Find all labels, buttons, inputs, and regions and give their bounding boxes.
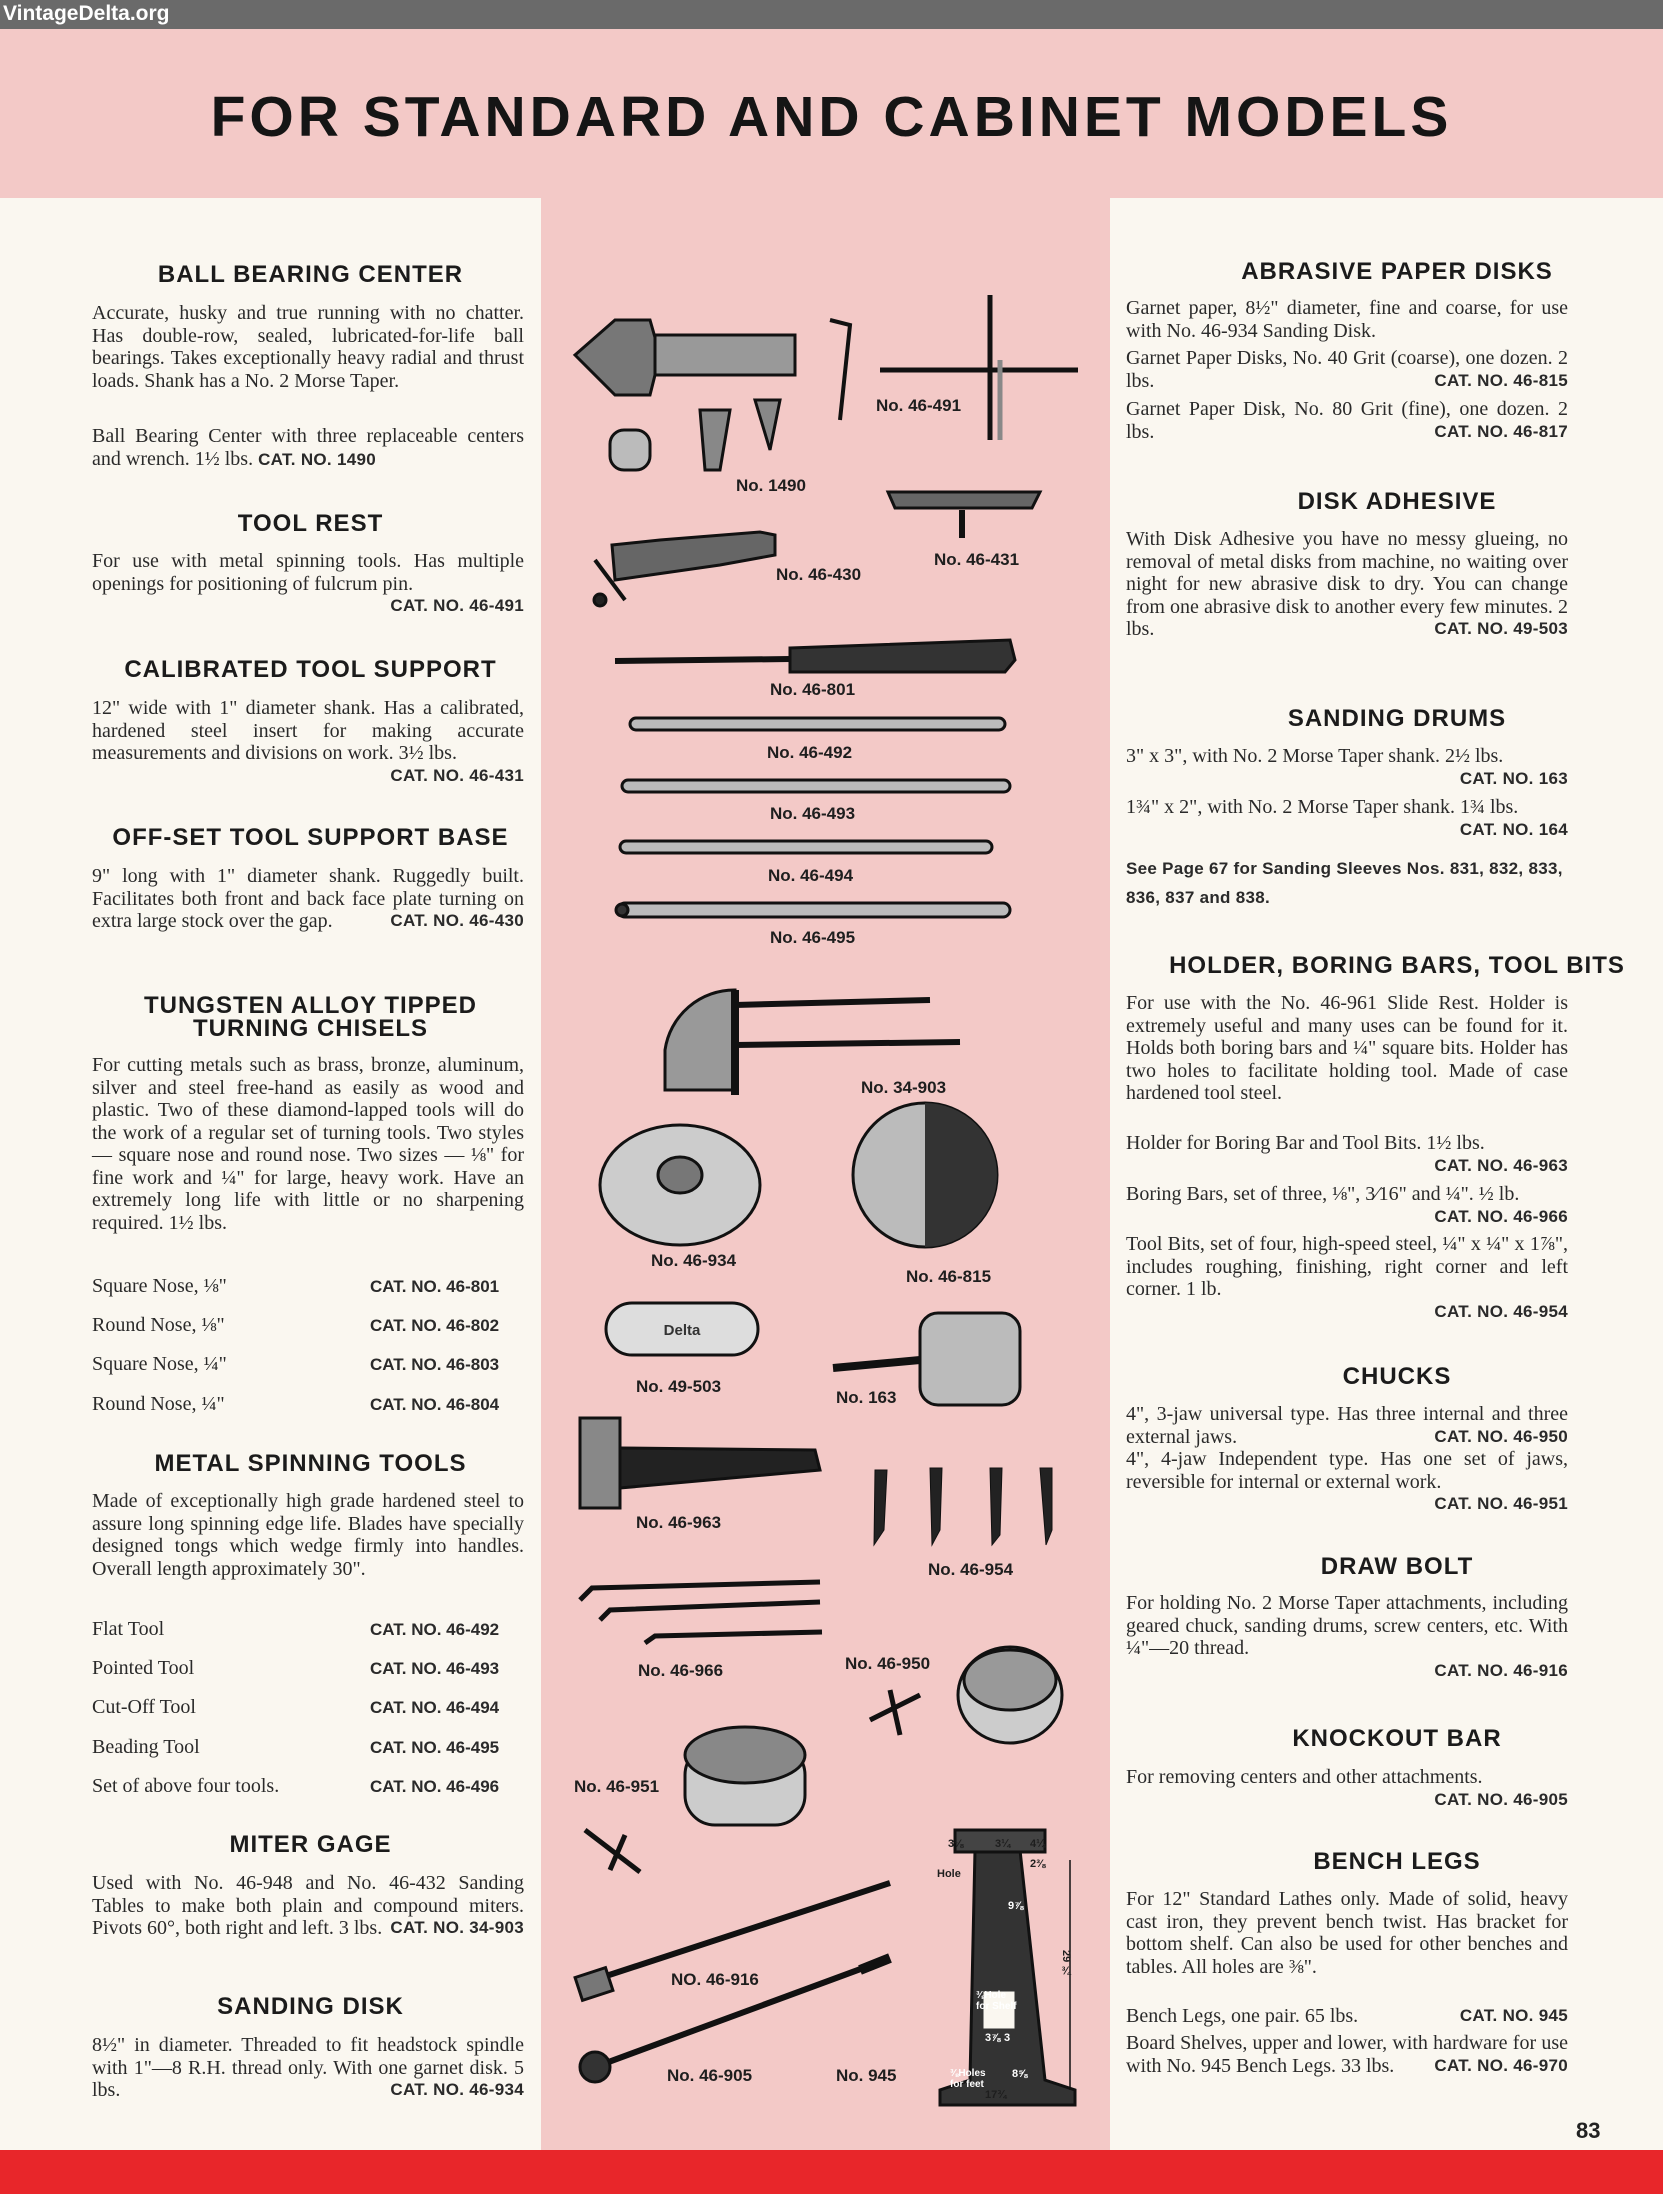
label-46-431: No. 46-431 [934, 550, 1020, 569]
abrasive-desc-2: Garnet Paper Disks, No. 40 Grit (coarse), one dozen. 2 lbs. CAT. NO. 46-815 [1126, 347, 1568, 392]
knockout-desc: For removing centers and other attachments. CAT. NO. 46-905 [1126, 1766, 1568, 1811]
adhesive-desc: With Disk Adhesive you have no messy glueing, no removal of metal disks from machine, no waiting over night for new abrasive disk to dry. You can change from one abrasive disk to another every few minutes. 2 lbs. CAT. NO. 49-503 [1126, 528, 1568, 640]
spinning-desc: Made of exceptionally high grade hardened steel to assure long spinning edge life. Blades have specially designed tongs which wedge firmly into handles. Overall length approximately 30". [92, 1490, 524, 1580]
tool-rest-drawing [880, 295, 1078, 440]
heading-calibrated-tool-support: CALIBRATED TOOL SUPPORT [124, 656, 497, 683]
label-46-492: No. 46-492 [767, 743, 853, 762]
dim-label: 17¾ [985, 2089, 1007, 2101]
label-34-903: No. 34-903 [861, 1078, 947, 1097]
heading-tungsten-2: TURNING CHISELS [192, 1015, 428, 1042]
cat-no: CAT. NO. 46-966 [1434, 1206, 1568, 1226]
miter-desc: Used with No. 46-948 and No. 46-432 Sanding Tables to make both plain and compound miters. Pivots 60°, both right and left. 3 lbs. CAT. NO. 34-903 [92, 1872, 524, 1939]
chisel-drawing [615, 640, 1015, 672]
cat-no: CAT. NO. 46-817 [1434, 421, 1568, 441]
heading-abrasive-paper-disks: ABRASIVE PAPER DISKS [1241, 258, 1553, 285]
top-bar [0, 0, 1663, 29]
cat-no: CAT. NO. 34-903 [390, 1918, 524, 1937]
list-item: Square Nose, ⅛" CAT. NO. 46-801 [92, 1275, 500, 1297]
label-46-951: No. 46-951 [574, 1777, 660, 1796]
dim-label: ⅜Holes for feet [950, 2068, 986, 2090]
bench-legs-desc: For 12" Standard Lathes only. Made of solid, heavy cast iron, they prevent bench twist. Has bracket for bottom shelf. Can also be used for other benches and tables. All holes are ⅜". [1126, 1888, 1568, 1978]
dim-label: ⅜Hole for Shelf [976, 1990, 1017, 2012]
ball-bearing-desc-2: Ball Bearing Center with three replaceable centers and wrench. 1½ lbs. CAT. NO. 1490 [92, 425, 524, 470]
cat-no: CAT. NO. 46-491 [390, 596, 524, 615]
svg-text:Delta: Delta [663, 1322, 701, 1339]
label-46-494: No. 46-494 [768, 866, 854, 885]
list-item: Flat Tool CAT. NO. 46-492 [92, 1618, 500, 1640]
tool-bits-desc: Tool Bits, set of four, high-speed steel, ¼" x ¼" x 1⅞", includes roughing, finishing, right corner and left corner. 1 lb. CAT. NO. 46-954 [1126, 1233, 1568, 1323]
cat-no: CAT. NO. 49-503 [1434, 619, 1568, 638]
holder-desc-2: Holder for Boring Bar and Tool Bits. 1½ lbs. CAT. NO. 46-963 [1126, 1132, 1568, 1177]
draw-bolt-desc: For holding No. 2 Morse Taper attachments, including geared chuck, sanding drums, screw centers, etc. With ¼"—20 thread. CAT. NO. 46-916 [1126, 1592, 1568, 1682]
list-item: Beading Tool CAT. NO. 46-495 [92, 1736, 500, 1758]
board-shelves-desc: Board Shelves, upper and lower, with hardware for use with No. 945 Bench Legs. 33 lbs. CAT. NO. 46-970 [1126, 2032, 1568, 2077]
cat-no: CAT. NO. 46-905 [1434, 1789, 1568, 1809]
site-watermark[interactable]: VintageDelta.org [3, 2, 170, 25]
cat-no: CAT. NO. 163 [1459, 768, 1568, 788]
label-1490: No. 1490 [736, 476, 806, 495]
label-46-493: No. 46-493 [770, 804, 856, 823]
label-46-495: No. 46-495 [770, 928, 856, 947]
heading-offset-tool-support: OFF-SET TOOL SUPPORT BASE [112, 824, 509, 851]
list-item: Round Nose, ¼" CAT. NO. 46-804 [92, 1393, 500, 1415]
cat-no: CAT. NO. 46-815 [1434, 370, 1568, 390]
cat-no: CAT. NO. 46-951 [1434, 1494, 1568, 1513]
dim-label: 3 [1004, 2032, 1011, 2044]
cat-no: CAT. NO. 46-963 [1434, 1155, 1568, 1175]
label-46-430: No. 46-430 [776, 565, 862, 584]
cat-no: CAT. NO. 46-934 [390, 2080, 524, 2099]
heading-miter-gage: MITER GAGE [229, 1831, 392, 1858]
cat-no: CAT. NO. 46-916 [1434, 1660, 1568, 1680]
abrasive-desc-3: Garnet Paper Disk, No. 80 Grit (fine), one dozen. 2 lbs. CAT. NO. 46-817 [1126, 398, 1568, 443]
bottom-red-bar [0, 2150, 1663, 2194]
label-945: No. 945 [836, 2066, 897, 2085]
label-49-503: No. 49-503 [636, 1377, 722, 1396]
bench-legs-desc-2: Bench Legs, one pair. 65 lbs. CAT. NO. 945 [1126, 2005, 1568, 2027]
heading-tungsten-1: TUNGSTEN ALLOY TIPPED [143, 992, 478, 1019]
list-item: Cut-Off Tool CAT. NO. 46-494 [92, 1696, 500, 1718]
label-46-916: NO. 46-916 [671, 1970, 759, 1989]
chuck-desc-2: 4", 4-jaw Independent type. Has one set of jaws, reversible for internal or external work. CAT. NO. 46-951 [1126, 1448, 1568, 1516]
chuck-desc-1: 4", 3-jaw universal type. Has three internal and three external jaws. CAT. NO. 46-950 [1126, 1403, 1568, 1448]
page-headline: FOR STANDARD AND CABINET MODELS [210, 85, 1453, 149]
tool-rest-desc: For use with metal spinning tools. Has multiple openings for positioning of fulcrum pin. CAT. NO. 46-491 [92, 550, 524, 618]
page-number: 83 [1576, 2118, 1601, 2143]
adhesive-tube-drawing [606, 1303, 758, 1355]
label-46-491: No. 46-491 [876, 396, 962, 415]
list-item: Square Nose, ¼" CAT. NO. 46-803 [92, 1353, 500, 1375]
heading-holder-boring-bars: HOLDER, BORING BARS, TOOL BITS [1169, 952, 1625, 979]
heading-chucks: CHUCKS [1342, 1363, 1452, 1390]
holder-desc: For use with the No. 46-961 Slide Rest. Holder is extremely useful and many uses can be found for it. Holds both boring bars and ¼" square bits. Holder has two holes to facilitate holding tool. Made of case hardened tool steel. [1126, 992, 1568, 1104]
list-item: Pointed Tool CAT. NO. 46-493 [92, 1657, 500, 1679]
cat-no: CAT. NO. 1490 [258, 449, 376, 469]
cat-no: CAT. NO. 46-970 [1434, 2055, 1568, 2075]
heading-ball-bearing-center: BALL BEARING CENTER [157, 261, 464, 288]
cat-no: CAT. NO. 46-430 [390, 911, 524, 930]
dim-label: 9⅞ [1008, 1900, 1024, 1912]
heading-tool-rest: TOOL REST [237, 510, 384, 537]
boring-bars-desc: Boring Bars, set of three, ⅛", 3⁄16" and ¼". ½ lb. CAT. NO. 46-966 [1126, 1183, 1568, 1228]
cat-no: CAT. NO. 945 [1459, 2006, 1568, 2025]
label-46-934: No. 46-934 [651, 1251, 737, 1270]
label-46-815: No. 46-815 [906, 1267, 992, 1286]
product-illustrations [541, 198, 1110, 2150]
heading-sanding-drums: SANDING DRUMS [1287, 705, 1507, 732]
ball-bearing-desc: Accurate, husky and true running with no chatter. Has double-row, sealed, lubricated-for-life ball bearings. Takes exceptionally heavy radial and thrust loads. Shank has a No. 2 Morse Taper. [92, 302, 524, 392]
heading-draw-bolt: DRAW BOLT [1320, 1553, 1474, 1580]
dim-label: 8⅝ [1012, 2068, 1028, 2080]
sanding-disk-drawing [600, 1125, 760, 1245]
ball-bearing-center-drawing [575, 320, 850, 470]
sanding-sleeves-note: See Page 67 for Sanding Sleeves Nos. 831, 832, 833, 836, 837 and 838. [1126, 859, 1563, 907]
abrasive-disk-drawing [853, 1103, 997, 1247]
calibrated-support-drawing [888, 492, 1040, 538]
holder-drawing [580, 1418, 820, 1508]
cat-no: CAT. NO. 46-954 [1434, 1301, 1568, 1321]
label-46-905: No. 46-905 [667, 2066, 753, 2085]
heading-bench-legs: BENCH LEGS [1313, 1848, 1481, 1875]
label-46-963: No. 46-963 [636, 1513, 722, 1532]
label-163: No. 163 [836, 1388, 897, 1407]
heading-metal-spinning-tools: METAL SPINNING TOOLS [154, 1450, 467, 1477]
heading-sanding-disk: SANDING DISK [217, 1993, 404, 2020]
tool-bits-drawing [874, 1468, 1052, 1545]
drum-desc-2: 1¾" x 2", with No. 2 Morse Taper shank. 1¾ lbs. CAT. NO. 164 [1126, 796, 1568, 841]
right-column [1110, 198, 1663, 2152]
four-jaw-chuck-drawing [585, 1727, 805, 1872]
sanding-disk-desc: 8½" in diameter. Threaded to fit headstock spindle with 1"—8 R.H. thread only. With one garnet disk. 5 lbs. CAT. NO. 46-934 [92, 2034, 524, 2101]
offset-desc: 9" long with 1" diameter shank. Ruggedly built. Facilitates both front and back face plate turning on extra large stock over the gap. CAT. NO. 46-430 [92, 865, 524, 932]
cat-no: CAT. NO. 46-950 [1434, 1426, 1568, 1446]
cat-no: CAT. NO. 46-431 [390, 765, 524, 785]
dim-label: 29 ¾ [1060, 1950, 1072, 1978]
label-46-954: No. 46-954 [928, 1560, 1014, 1579]
dim-label: 3¼ [995, 1838, 1011, 1850]
heading-knockout-bar: KNOCKOUT BAR [1292, 1725, 1502, 1752]
list-item: Round Nose, ⅛" CAT. NO. 46-802 [92, 1314, 500, 1336]
tungsten-desc: For cutting metals such as brass, bronze, aluminum, silver and steel free-hand as easily as wood and plastic. Two of these diamond-lapped tools will do the work of a regular set of turning tools. Two styles — square nose and round nose. Two sizes — ⅛" for fine work and ¼" for large, heavy work. Have an extremely long life with little or no sharpening required. 1½ lbs. [92, 1054, 524, 1234]
dim-label: 2⅜ [1030, 1858, 1046, 1870]
drum-desc-1: 3" x 3", with No. 2 Morse Taper shank. 2½ lbs. CAT. NO. 163 [1126, 745, 1568, 790]
left-column [0, 198, 541, 2152]
dim-label: 3⅞ [985, 2032, 1001, 2044]
dim-label: Hole [937, 1868, 961, 1880]
cat-no: CAT. NO. 164 [1459, 819, 1568, 839]
label-46-966: No. 46-966 [638, 1661, 724, 1680]
boring-bars-drawing [580, 1582, 822, 1643]
label-46-950: No. 46-950 [845, 1654, 931, 1673]
list-item: Set of above four tools. CAT. NO. 46-496 [92, 1775, 500, 1797]
calibrated-desc: 12" wide with 1" diameter shank. Has a calibrated, hardened steel insert for making accurate measurements and divisions on work. 3½ lbs. CAT. NO. 46-431 [92, 697, 524, 787]
dim-label: 4¼ [1030, 1838, 1046, 1850]
dim-label: 3⅛ [948, 1838, 964, 1850]
heading-disk-adhesive: DISK ADHESIVE [1297, 488, 1497, 515]
label-46-801: No. 46-801 [770, 680, 856, 699]
offset-base-drawing [594, 532, 775, 606]
abrasive-desc: Garnet paper, 8½" diameter, fine and coarse, for use with No. 46-934 Sanding Disk. [1126, 297, 1568, 342]
